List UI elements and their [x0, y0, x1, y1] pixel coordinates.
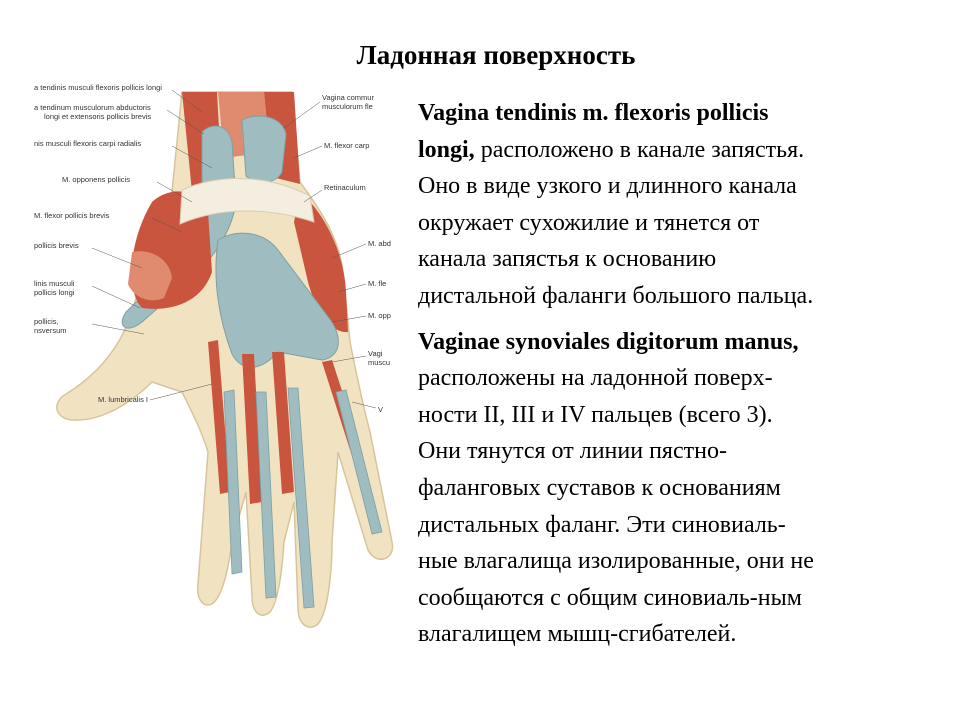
label-v: V	[378, 405, 384, 414]
palm-surface-drawing	[32, 72, 420, 632]
label-opponens-pollicis: M. opponens pollicis	[62, 175, 130, 184]
slide-title: Ладонная поверхность	[356, 40, 636, 70]
label-pollicis-brevis: pollicis brevis	[34, 241, 79, 250]
paragraph-thumb-sheath	[418, 95, 948, 315]
paragraph-digital-sheaths	[418, 324, 948, 653]
paragraph-term: Vaginae synoviales digitorum manus,	[418, 328, 799, 355]
paragraph-term: Vagina tendinis m. flexoris pollicis	[418, 100, 769, 126]
paragraph-line: ности II, III и IV пальцев (всего 3).	[418, 401, 773, 428]
label-vagina-flexor-pollicis: a tendinis musculi flexoris pollicis longi	[34, 83, 162, 92]
paragraph-line: канала запястья к основанию	[418, 246, 717, 273]
label-musculi-1: linis musculi	[34, 279, 75, 288]
label-vagina-1: Vagi	[368, 349, 383, 358]
label-vagina-communis-1: Vagina commur	[322, 93, 374, 102]
label-flexor: M. fle	[368, 279, 387, 288]
paragraph-line: дистальной фаланги большого пальца.	[418, 282, 814, 309]
label-abductor: M. abd	[368, 239, 391, 248]
label-vagina-abductor-1: a tendinum musculorum abductoris	[34, 103, 151, 112]
paragraph-line: Они тянутся от линии пястно-	[418, 438, 727, 465]
paragraph-line: ные влагалища изолированные, они не	[418, 548, 814, 575]
paragraph-line	[418, 132, 948, 169]
label-flexor-carpi-radialis: nis musculi flexoris carpi radialis	[34, 139, 142, 148]
paragraph-line: влагалищем мышц-сгибателей.	[418, 621, 737, 648]
label-vagina-communis-2: musculorum fle	[322, 102, 373, 111]
label-pollicis-transversum-1: pollicis,	[34, 317, 59, 326]
paragraph-line: окружает сухожилие и тянется от	[418, 209, 760, 236]
paragraph-line: дистальных фаланг. Эти синовиаль-	[418, 511, 786, 538]
common-flexor-sheath	[242, 116, 286, 182]
label-pollicis-transversum-2: nsversum	[34, 326, 67, 335]
paragraph-line: расположены на ладонной поверх-	[418, 365, 773, 392]
label-flexor-carpi: M. flexor carp	[324, 141, 370, 150]
description-text	[418, 95, 948, 653]
label-lumbricalis: M. lumbricalis I	[98, 395, 149, 404]
paragraph-term-line	[418, 95, 948, 132]
label-musculi-2: pollicis longi	[34, 288, 75, 297]
label-flexor-pollicis-brevis: M. flexor pollicis brevis	[34, 211, 110, 220]
paragraph-line: фаланговых суставов к основаниям	[418, 474, 781, 501]
paragraph-line: сообщаются с общим синовиаль-ным	[418, 584, 802, 611]
hand-anatomy-illustration	[32, 72, 420, 632]
label-retinaculum: Retinaculum	[324, 183, 366, 192]
label-opponens: M. opp	[368, 311, 391, 320]
paragraph-line-text: расположено в канале запястья.	[474, 136, 805, 163]
label-vagina-2: muscu	[368, 358, 391, 367]
label-vagina-abductor-2: longi et extensoris pollicis brevis	[44, 112, 152, 121]
paragraph-term-continued: longi,	[418, 136, 475, 163]
paragraph-line: Оно в виде узкого и длинного канала	[418, 173, 797, 200]
